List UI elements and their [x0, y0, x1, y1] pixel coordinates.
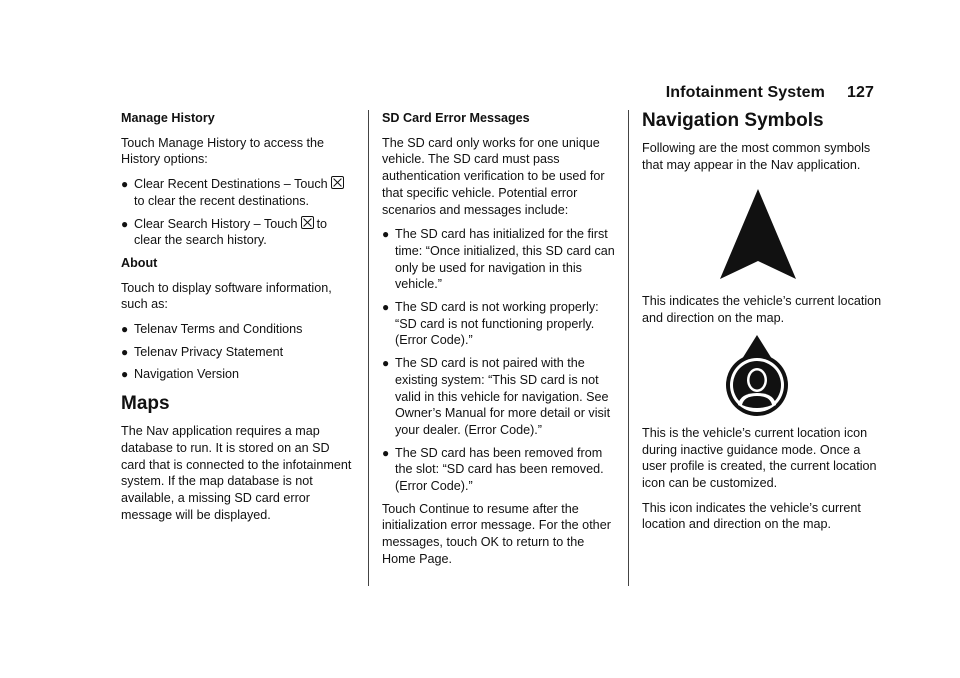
bullet-icon: ● [382, 445, 390, 460]
manage-history-list [121, 176, 354, 249]
list-item: ● The SD card has initialized for the first time: “Once initialized, this SD card can only be used for navigation in this vehicle.” [382, 227, 615, 292]
nav-symbols-intro: Following are the most common symbols that may appear in the Nav application. [642, 141, 871, 172]
arrow-description: This indicates the vehicle’s current location and direction on the map. [642, 294, 882, 326]
bullet-icon: ● [121, 367, 129, 382]
page-number: 127 [847, 84, 874, 101]
clear-x-icon [301, 216, 314, 229]
sd-error-intro: The SD card only works for one unique vehicle. The SD card must pass authentication verification to be used for that specific vehicle. Potential error scenarios and messages include: [382, 135, 605, 217]
profile-description: This is the vehicle’s current location icon during inactive guidance mode. Once a user profile is created, the current location icon can be customized. [642, 425, 877, 490]
about-list [121, 321, 354, 383]
maps-heading: Maps [121, 393, 170, 415]
list-item: ● The SD card has been removed from the slot: “SD card has been removed. (Error Code).” [382, 445, 604, 494]
sd-error-list [382, 226, 615, 495]
column-divider-2 [628, 110, 629, 586]
vehicle-profile-icon [724, 335, 790, 417]
sd-error-title: SD Card Error Messages [382, 111, 530, 125]
list-item: ● Navigation Version [121, 367, 240, 382]
page-header [666, 84, 874, 102]
bullet-icon: ● [382, 300, 390, 315]
bullet-icon: ● [382, 356, 390, 371]
column-2 [382, 110, 615, 576]
list-item: ● The SD card is not paired with the existing system: “This SD card is not valid in this vehicle for navigation. See Owner’s Manual for more detail or visit your dealer. (Error Code).” [382, 356, 611, 437]
column-divider-1 [368, 110, 369, 586]
bullet-icon: ● [382, 227, 390, 242]
vehicle-arrow-icon [720, 189, 796, 279]
list-item: ● Telenav Privacy Statement [121, 344, 284, 359]
nav-symbols-heading: Navigation Symbols [642, 110, 824, 131]
list-item: ● Telenav Terms and Conditions [121, 322, 303, 337]
column-3 [642, 110, 882, 541]
maps-body: The Nav application requires a map database to run. It is stored on an SD card that is connected to the infotainment system. If the map database is not available, a missing SD card error message will be displayed. [121, 424, 352, 522]
manage-history-title: Manage History [121, 111, 215, 125]
sd-error-outro: Touch Continue to resume after the initialization error message. For the other messages, touch OK to return to the Home Page. [382, 501, 611, 566]
about-intro: Touch to display software information, such as: [121, 280, 332, 312]
clear-x-icon [331, 176, 344, 189]
list-item: ● The SD card is not working properly: “SD card is not functioning properly. (Error Code).” [382, 300, 599, 348]
bullet-icon: ● [121, 322, 129, 337]
list-item: ● Clear Search History – Touch to clear the search history. [121, 216, 328, 248]
profile-description-2: This icon indicates the vehicle’s current location and direction on the map. [642, 500, 861, 532]
manage-history-intro: Touch Manage History to access the History options: [121, 135, 324, 167]
about-title: About [121, 255, 158, 270]
list-item: ● Clear Recent Destinations – Touchto clear the recent destinations. [121, 176, 354, 209]
bullet-icon: ● [121, 216, 129, 231]
section-title: Infotainment System [665, 84, 825, 101]
column-1 [121, 110, 354, 531]
bullet-icon: ● [121, 177, 129, 192]
bullet-icon: ● [121, 344, 129, 359]
